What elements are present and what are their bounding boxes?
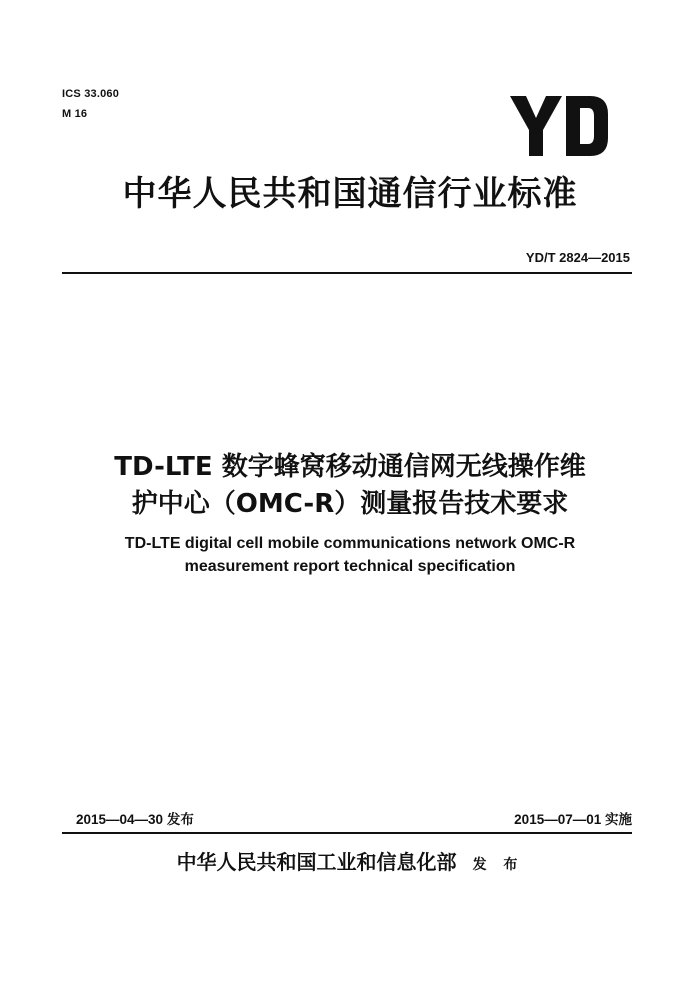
implementation-date: 2015—07—01 实施: [514, 812, 632, 827]
yd-logo: [510, 96, 610, 158]
ics-code: ICS 33.060: [62, 88, 120, 100]
issuing-authority: [0, 846, 700, 875]
industry-standard-title: 中华人民共和国通信行业标准: [122, 174, 578, 214]
issuer-name: 中华人民共和国工业和信息化部: [176, 850, 457, 874]
top-divider: [62, 272, 632, 274]
title-cn-line-2: 护中心（OMC-R）测量报告技术要求: [131, 489, 569, 519]
title-cn-line-1: TD-LTE 数字蜂窝移动通信网无线操作维: [114, 452, 586, 482]
title-en-line-2: measurement report technical specification: [184, 558, 516, 575]
issue-date: 2015—04—30 发布: [76, 812, 194, 827]
ccs-code: M 16: [62, 108, 88, 120]
bottom-divider: [62, 832, 632, 834]
title-en-line-1: TD-LTE digital cell mobile communications network OMC-R: [124, 535, 576, 552]
issuer-action: 发 布: [472, 857, 524, 873]
standard-number: YD/T 2824—2015: [525, 250, 630, 265]
